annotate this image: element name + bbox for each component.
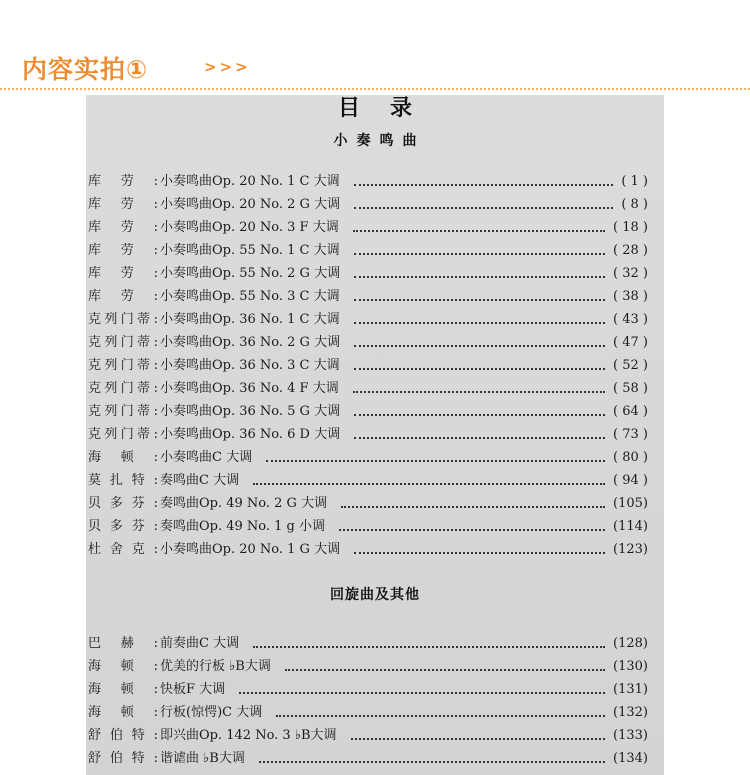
entry-composer: 库 劳 : — [88, 174, 158, 189]
entry-title: 小奏鸣曲Op. 55 No. 3 C 大调 — [160, 289, 340, 304]
toc-entry — [88, 446, 648, 469]
toc-entry — [88, 239, 648, 262]
toc-entry — [88, 193, 648, 216]
entry-composer: 舒 伯 特 : — [88, 751, 158, 766]
entry-leader-dots — [239, 692, 605, 694]
entry-composer: 库 劳 : — [88, 289, 158, 304]
entry-leader-dots — [354, 437, 605, 439]
entry-page-number: (123) — [613, 542, 648, 557]
entry-leader-dots — [354, 345, 605, 347]
entry-leader-dots — [285, 669, 605, 671]
entry-title: 前奏曲C 大调 — [160, 636, 240, 651]
entry-page-number: ( 1 ) — [621, 174, 648, 189]
entry-composer: 克 列 门 蒂 : — [88, 404, 158, 419]
entry-leader-dots — [353, 230, 605, 232]
toc-entry — [88, 701, 648, 724]
entry-title: 奏鸣曲Op. 49 No. 2 G 大调 — [160, 496, 328, 511]
toc-entry — [88, 655, 648, 678]
entry-page-number: (131) — [613, 682, 648, 697]
entry-leader-dots — [353, 391, 605, 393]
entry-leader-dots — [266, 460, 605, 462]
entry-composer: 克 列 门 蒂 : — [88, 381, 158, 396]
entry-composer: 莫 扎 特 : — [88, 473, 158, 488]
entry-page-number: (105) — [613, 496, 648, 511]
entry-leader-dots — [354, 299, 605, 301]
toc-entry — [88, 216, 648, 239]
entry-leader-dots — [253, 483, 605, 485]
entry-title: 优美的行板 ♭B大调 — [160, 659, 271, 674]
entry-composer: 克 列 门 蒂 : — [88, 312, 158, 327]
entry-composer: 库 劳 : — [88, 220, 158, 235]
toc-entry — [88, 678, 648, 701]
entry-page-number: (134) — [613, 751, 648, 766]
entry-composer: 海 顿 : — [88, 450, 158, 465]
toc-entry — [88, 724, 648, 747]
entry-page-number: ( 32 ) — [613, 266, 648, 281]
banner — [0, 0, 750, 95]
entry-page-number: (130) — [613, 659, 648, 674]
toc-title: 目录 — [337, 96, 442, 121]
entry-composer: 库 劳 : — [88, 243, 158, 258]
entry-title: 小奏鸣曲Op. 36 No. 4 F 大调 — [160, 381, 339, 396]
section-title-sonatinas: 小奏鸣曲 — [333, 133, 426, 149]
entry-leader-dots — [339, 529, 605, 531]
entry-composer: 库 劳 : — [88, 266, 158, 281]
entry-title: 小奏鸣曲Op. 55 No. 1 C 大调 — [160, 243, 340, 258]
entry-title: 奏鸣曲C 大调 — [160, 473, 240, 488]
toc-entry — [88, 538, 648, 561]
entry-title: 小奏鸣曲Op. 55 No. 2 G 大调 — [160, 266, 341, 281]
entry-page-number: ( 8 ) — [621, 197, 648, 212]
entry-composer: 巴 赫 : — [88, 636, 158, 651]
banner-title: 内容实拍① — [22, 55, 149, 84]
entry-title: 小奏鸣曲Op. 20 No. 2 G 大调 — [160, 197, 341, 212]
entry-title: 小奏鸣曲Op. 20 No. 1 C 大调 — [160, 174, 340, 189]
toc-entry — [88, 747, 648, 770]
entry-page-number: (128) — [613, 636, 648, 651]
toc-entry — [88, 170, 648, 193]
entry-page-number: ( 52 ) — [613, 358, 648, 373]
entry-composer: 舒 伯 特 : — [88, 728, 158, 743]
toc-entry — [88, 262, 648, 285]
entry-title: 小奏鸣曲Op. 36 No. 1 C 大调 — [160, 312, 340, 327]
entry-title: 小奏鸣曲Op. 36 No. 5 G 大调 — [160, 404, 341, 419]
entry-title: 小奏鸣曲C 大调 — [160, 450, 253, 465]
entry-title: 小奏鸣曲Op. 20 No. 1 G 大调 — [160, 542, 341, 557]
entry-leader-dots — [276, 715, 605, 717]
entry-composer: 海 顿 : — [88, 682, 158, 697]
entry-leader-dots — [354, 368, 605, 370]
entry-page-number: ( 28 ) — [613, 243, 648, 258]
entry-title: 小奏鸣曲Op. 36 No. 6 D 大调 — [160, 427, 341, 442]
entry-page-number: (114) — [613, 519, 648, 534]
toc-entry — [88, 308, 648, 331]
entry-page-number: ( 47 ) — [613, 335, 648, 350]
entry-page-number: (133) — [613, 728, 648, 743]
toc-entry — [88, 377, 648, 400]
entry-composer: 克 列 门 蒂 : — [88, 427, 158, 442]
entry-composer: 海 顿 : — [88, 659, 158, 674]
entry-page-number: ( 38 ) — [613, 289, 648, 304]
banner-arrows: >>> — [204, 58, 251, 76]
entry-page-number: ( 80 ) — [613, 450, 648, 465]
entry-page-number: ( 43 ) — [613, 312, 648, 327]
entry-title: 行板(惊愕)C 大调 — [160, 705, 263, 720]
toc-entry — [88, 492, 648, 515]
entry-leader-dots — [354, 414, 605, 416]
entry-leader-dots — [354, 276, 605, 278]
entry-composer: 克 列 门 蒂 : — [88, 335, 158, 350]
entry-title: 奏鸣曲Op. 49 No. 1 g 小调 — [160, 519, 326, 534]
entry-leader-dots — [253, 646, 605, 648]
toc-entry — [88, 400, 648, 423]
entry-page-number: ( 58 ) — [613, 381, 648, 396]
section-title-rondos: 回旋曲及其他 — [330, 587, 420, 603]
entry-page-number: (132) — [613, 705, 648, 720]
entry-leader-dots — [354, 322, 605, 324]
entry-composer: 克 列 门 蒂 : — [88, 358, 158, 373]
entry-composer: 贝 多 芬 : — [88, 496, 158, 511]
entry-title: 谐谑曲 ♭B大调 — [160, 751, 245, 766]
toc-entry — [88, 285, 648, 308]
entry-composer: 贝 多 芬 : — [88, 519, 158, 534]
toc-entry — [88, 423, 648, 446]
toc-page — [86, 95, 664, 775]
entry-leader-dots — [354, 253, 605, 255]
entry-page-number: ( 64 ) — [613, 404, 648, 419]
entry-title: 即兴曲Op. 142 No. 3 ♭B大调 — [160, 728, 337, 743]
entry-page-number: ( 73 ) — [613, 427, 648, 442]
entry-leader-dots — [259, 761, 605, 763]
entry-leader-dots — [341, 506, 605, 508]
toc-entry — [88, 469, 648, 492]
banner-divider — [0, 88, 750, 90]
toc-entry — [88, 632, 648, 655]
entry-title: 小奏鸣曲Op. 36 No. 3 C 大调 — [160, 358, 340, 373]
entry-page-number: ( 18 ) — [613, 220, 648, 235]
entry-composer: 海 顿 : — [88, 705, 158, 720]
entry-title: 小奏鸣曲Op. 20 No. 3 F 大调 — [160, 220, 339, 235]
entry-leader-dots — [354, 552, 605, 554]
toc-entry — [88, 331, 648, 354]
entry-page-number: ( 94 ) — [613, 473, 648, 488]
toc-entry — [88, 515, 648, 538]
entry-composer: 库 劳 : — [88, 197, 158, 212]
entry-leader-dots — [351, 738, 605, 740]
entry-composer: 杜 舍 克 : — [88, 542, 158, 557]
entry-title: 小奏鸣曲Op. 36 No. 2 G 大调 — [160, 335, 341, 350]
entry-leader-dots — [354, 207, 613, 209]
entry-leader-dots — [354, 184, 613, 186]
toc-entry — [88, 354, 648, 377]
entry-title: 快板F 大调 — [160, 682, 226, 697]
